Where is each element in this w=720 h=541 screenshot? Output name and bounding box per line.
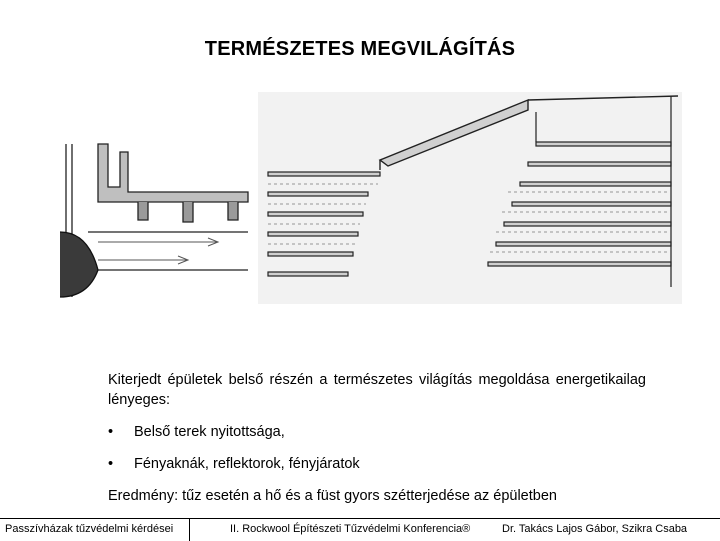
light-ray-arrows bbox=[98, 238, 218, 264]
bullet-text: Belső terek nyitottsága, bbox=[134, 424, 285, 440]
footer-divider bbox=[189, 519, 190, 541]
result-paragraph: Eredmény: tűz esetén a hő és a füst gyors szétterjedése az épületben bbox=[108, 488, 557, 504]
footer-center-text: II. Rockwool Építészeti Tűzvédelmi Konferencia® bbox=[230, 523, 471, 535]
section-drawing-svg bbox=[58, 92, 682, 304]
bullet-item bbox=[108, 422, 646, 442]
slide-footer bbox=[0, 518, 720, 541]
lightshelf-detail bbox=[60, 144, 248, 297]
slide-title: TERMÉSZETES MEGVILÁGÍTÁS bbox=[204, 38, 516, 60]
bullet-symbol: • bbox=[108, 456, 114, 472]
footer-left-text: Passzívházak tűzvédelmi kérdései bbox=[5, 523, 174, 535]
intro-paragraph: Kiterjedt épületek belső részén a természetes világítás megoldása energetikailag lényeges: bbox=[108, 372, 646, 408]
bullet-symbol: • bbox=[108, 424, 114, 440]
slide-body bbox=[108, 370, 646, 506]
architectural-section-drawing bbox=[58, 92, 682, 304]
bullet-item bbox=[108, 454, 646, 474]
bullet-text: Fényaknák, reflektorok, fényjáratok bbox=[134, 456, 360, 472]
footer-right-text: Dr. Takács Lajos Gábor, Szikra Csaba bbox=[502, 523, 688, 535]
